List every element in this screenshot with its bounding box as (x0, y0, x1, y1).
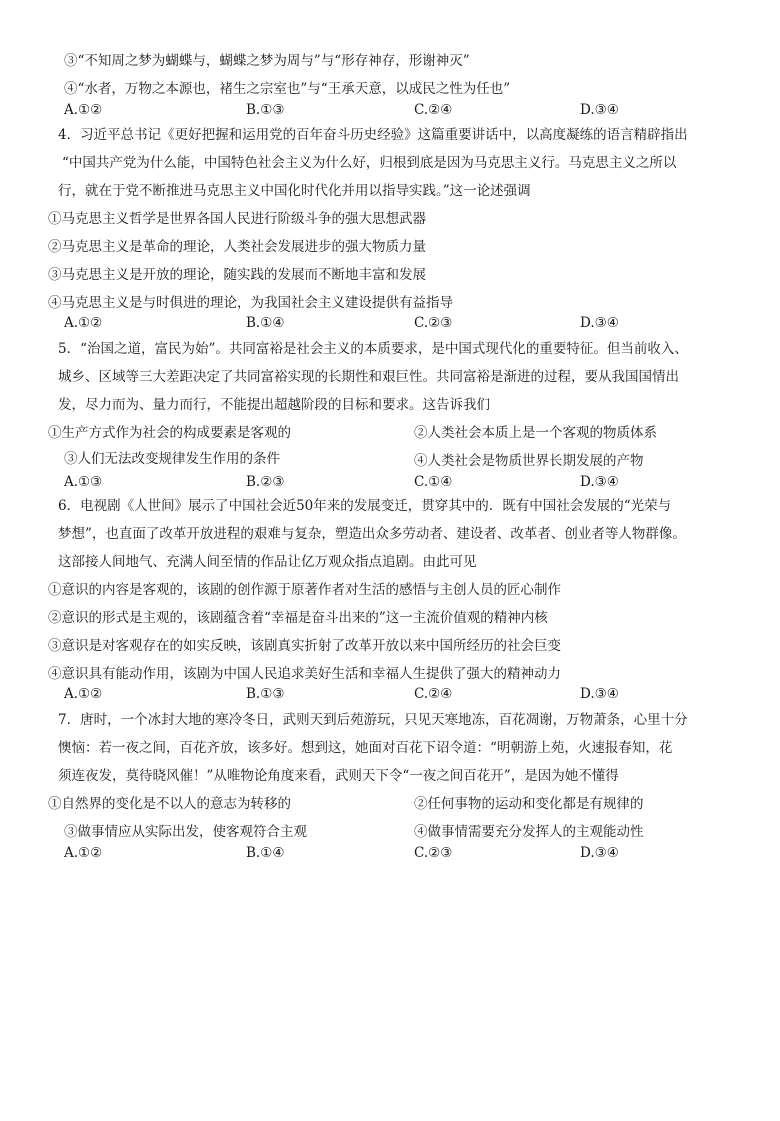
option-b: B.②③ (246, 474, 285, 490)
option-b: B.①③ (246, 686, 285, 702)
q5-item-4: ④人类社会是物质世界长期发展的产物 (414, 453, 644, 469)
q7-stem-line-3: 须连夜发，莫待晓风催！”从唯物论角度来看，武则天下令“一夜之间百花开”，是因为她不懂得 (58, 768, 619, 784)
option-c: C.②④ (414, 686, 453, 702)
q7-item-4: ④做事情需要充分发挥人的主观能动性 (414, 824, 644, 840)
option-d: D.③④ (580, 845, 619, 861)
q7-item-1: ①自然界的变化是不以人的意志为转移的 (48, 796, 291, 812)
option-c: C.②③ (414, 845, 453, 861)
q5-stem-line-2: 城乡、区域等三大差距决定了共同富裕实现的长期性和艰巨性。共同富裕是渐进的过程，要从我国国情出 (58, 369, 679, 385)
option-d: D.③④ (580, 315, 619, 331)
q5-item-3: ③人们无法改变规律发生作用的条件 (64, 451, 280, 467)
option-d: D.③④ (580, 686, 619, 702)
q6-options (64, 685, 754, 703)
q6-item-3: ③意识是对客观存在的如实反映，该剧真实折射了改革开放以来中国所经历的社会巨变 (48, 638, 561, 654)
q5-stem-line-3: 发，尽力而为、量力而行，不能提出超越阶段的目标和要求。这告诉我们 (58, 397, 490, 413)
option-b: B.①③ (246, 102, 285, 118)
pre-item-4: ④“水者，万物之本源也，褚生之宗室也”与“王承天意，以成民之性为任也” (64, 81, 511, 97)
q6-item-2: ②意识的形式是主观的，该剧蕴含着“幸福是奋斗出来的”这一主流价值观的精神内核 (48, 610, 548, 626)
q4-options (64, 314, 754, 332)
option-c: C.②④ (414, 102, 453, 118)
q6-stem-line-1: 6．电视剧《人世间》展示了中国社会近50年来的发展变迁，贯穿其中的．既有中国社会发展的“光荣与 (58, 498, 672, 514)
q7-item-3: ③做事情应从实际出发，使客观符合主观 (64, 824, 307, 840)
option-a: A.①② (64, 686, 103, 702)
option-a: A.①② (64, 102, 103, 118)
q5-item-1: ①生产方式作为社会的构成要素是客观的 (48, 425, 291, 441)
option-a: A.①③ (64, 474, 103, 490)
option-d: D.③④ (580, 102, 619, 118)
pre-options (64, 101, 754, 119)
q7-options (64, 844, 754, 862)
option-d: D.③④ (580, 474, 619, 490)
q4-stem-line-3: 行，就在于党不断推进马克思主义中国化时代化并用以指导实践。”这一论述强调 (58, 183, 531, 199)
q4-item-3: ③马克思主义是开放的理论，随实践的发展而不断地丰富和发展 (48, 267, 426, 283)
q4-item-1: ①马克思主义哲学是世界各国人民进行阶级斗争的强大思想武器 (48, 211, 426, 227)
q6-stem-line-2: 梦想”，也直面了改革开放进程的艰难与复杂，塑造出众多劳动者、建设者、改革者、创业者等人物群像。 (58, 526, 686, 542)
q5-options (64, 473, 754, 491)
option-b: B.①④ (246, 315, 285, 331)
q4-item-4: ④马克思主义是与时俱进的理论，为我国社会主义建设提供有益指导 (48, 295, 453, 311)
q5-stem-line-1: 5．“治国之道，富民为始”。共同富裕是社会主义的本质要求，是中国式现代化的重要特征。但当前收入、 (58, 341, 688, 357)
option-c: C.②③ (414, 315, 453, 331)
q4-item-2: ②马克思主义是革命的理论，人类社会发展进步的强大物质力量 (48, 239, 426, 255)
pre-item-3: ③“不知周之梦为蝴蝶与，蝴蝶之梦为周与”与“形存神存，形谢神灭” (64, 53, 470, 69)
q4-stem-line-2: “中国共产党为什么能，中国特色社会主义为什么好，归根到底是因为马克思主义行。马克思主义之所以 (62, 155, 677, 171)
q6-stem-line-3: 这部接人间地气、充满人间至情的作品让亿万观众指点追剧。由此可见 (58, 554, 477, 570)
q6-item-1: ①意识的内容是客观的，该剧的创作源于原著作者对生活的感悟与主创人员的匠心制作 (48, 582, 561, 598)
option-a: A.①② (64, 315, 103, 331)
option-c: C.①④ (414, 474, 453, 490)
q6-item-4: ④意识具有能动作用，该剧为中国人民追求美好生活和幸福人生提供了强大的精神动力 (48, 666, 561, 682)
q5-item-2: ②人类社会本质上是一个客观的物质体系 (414, 425, 657, 441)
option-b: B.①④ (246, 845, 285, 861)
q7-stem-line-2: 懊恼：若一夜之间，百花齐放，该多好。想到这，她面对百花下诏令道：“明朝游上苑，火速报春知，花 (58, 740, 673, 756)
q7-item-2: ②任何事物的运动和变化都是有规律的 (414, 796, 644, 812)
q4-stem-line-1: 4．习近平总书记《更好把握和运用党的百年奋斗历史经验》这篇重要讲话中，以高度凝练的语言精辟指出 (58, 127, 688, 143)
option-a: A.①② (64, 845, 103, 861)
q7-stem-line-1: 7．唐时，一个冰封大地的寒冷冬日，武则天到后苑游玩，只见天寒地冻，百花凋谢，万物萧条，心里十分 (58, 712, 688, 728)
